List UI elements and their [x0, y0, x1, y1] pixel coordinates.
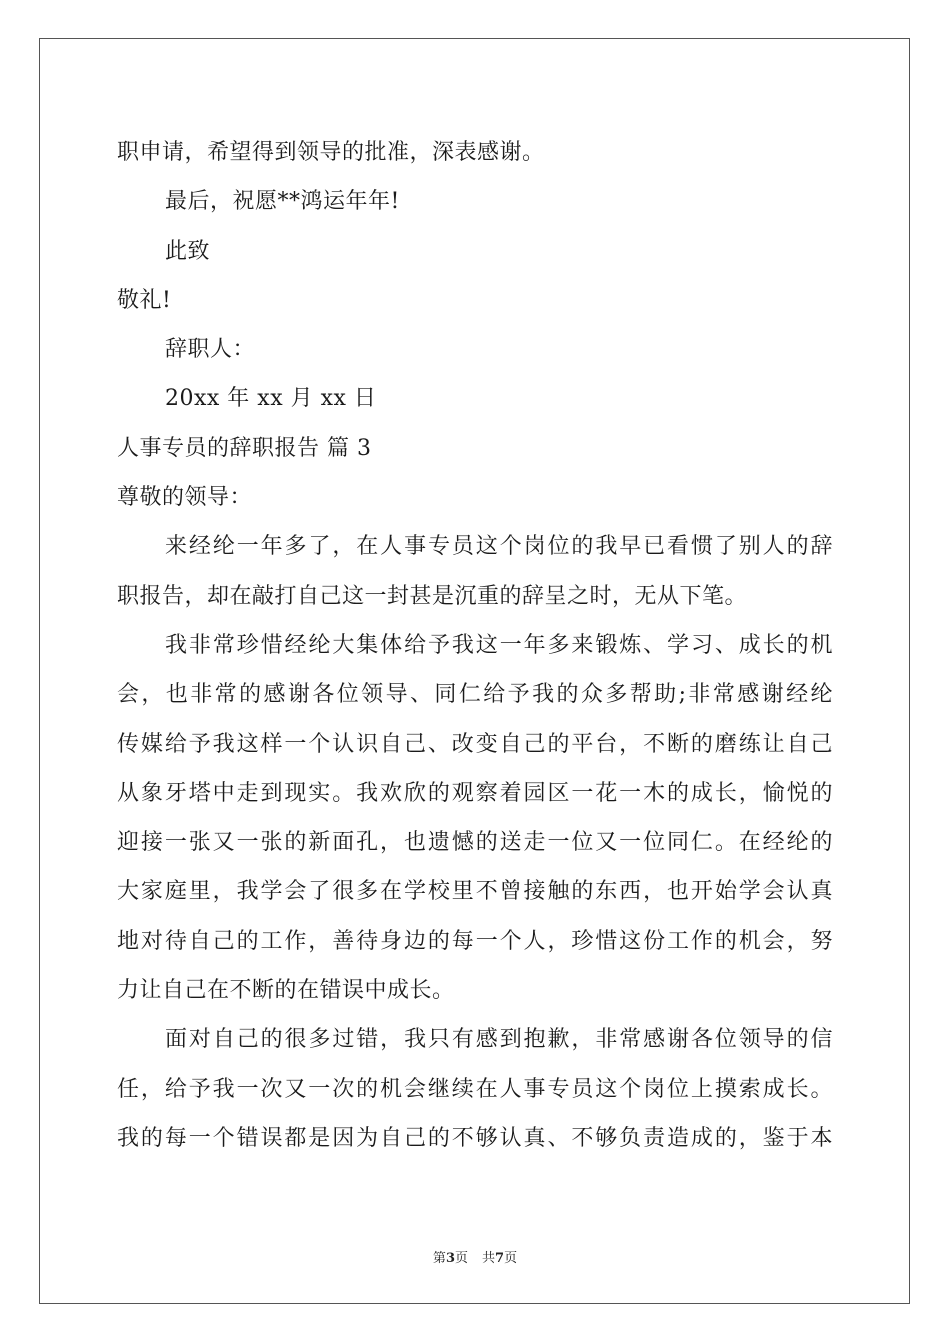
section-title: 人事专员的辞职报告 篇 3 — [117, 435, 372, 461]
paragraph-line: 我的每一个错误都是因为自己的不够认真、不够负责造成的，鉴于本 — [117, 1125, 833, 1151]
paragraph-line: 迎接一张又一张的新面孔，也遗憾的送走一位又一位同仁。在经纶的 — [117, 830, 833, 856]
paragraph-line: 地对待自己的工作，善待身边的每一个人，珍惜这份工作的机会，努 — [117, 928, 833, 954]
total-page-count: 7 — [495, 1251, 505, 1266]
paragraph-line: 从象牙塔中走到现实。我欢欣的观察着园区一花一木的成长，愉悦的 — [117, 780, 833, 806]
paragraph-line: 传媒给予我这样一个认识自己、改变自己的平台，不断的磨练让自己 — [117, 731, 833, 757]
document-body — [117, 128, 833, 1163]
greeting: 尊敬的领导： — [117, 485, 253, 511]
paragraph-line: 职申请，希望得到领导的批准，深表感谢。 — [117, 140, 545, 165]
paragraph-line: 任，给予我一次又一次的机会继续在人事专员这个岗位上摸索成长。 — [117, 1076, 833, 1102]
closing-wish: 最后，祝愿**鸿运年年! — [165, 189, 400, 215]
paragraph-line: 会，也非常的感谢各位领导、同仁给予我的众多帮助;非常感谢经纶 — [117, 682, 833, 708]
date-line: 20xx 年 xx 月 xx 日 — [165, 386, 377, 412]
paragraph-line: 大家庭里，我学会了很多在学校里不曾接触的东西，也开始学会认真 — [117, 879, 833, 905]
salutation-closing: 此致 — [165, 238, 211, 264]
paragraph-line: 力让自己在不断的在错误中成长。 — [117, 978, 455, 1004]
paragraph-line: 面对自己的很多过错，我只有感到抱歉，非常感谢各位领导的信 — [165, 1027, 833, 1053]
page-footer — [0, 1247, 950, 1266]
total-suffix: 页 — [504, 1251, 518, 1266]
paragraph-line: 我非常珍惜经纶大集体给予我这一年多来锻炼、学习、成长的机 — [165, 632, 833, 658]
signature-label: 辞职人： — [165, 337, 256, 363]
salutation-regards: 敬礼! — [117, 287, 172, 313]
paragraph-line: 来经纶一年多了，在人事专员这个岗位的我早已看惯了别人的辞 — [165, 534, 833, 560]
total-prefix: 共 — [482, 1251, 496, 1266]
current-page-number: 3 — [445, 1251, 455, 1266]
page-suffix: 页 — [454, 1251, 468, 1266]
paragraph-line: 职报告，却在敲打自己这一封甚是沉重的辞呈之时，无从下笔。 — [117, 583, 748, 609]
page-prefix: 第 — [432, 1251, 446, 1266]
